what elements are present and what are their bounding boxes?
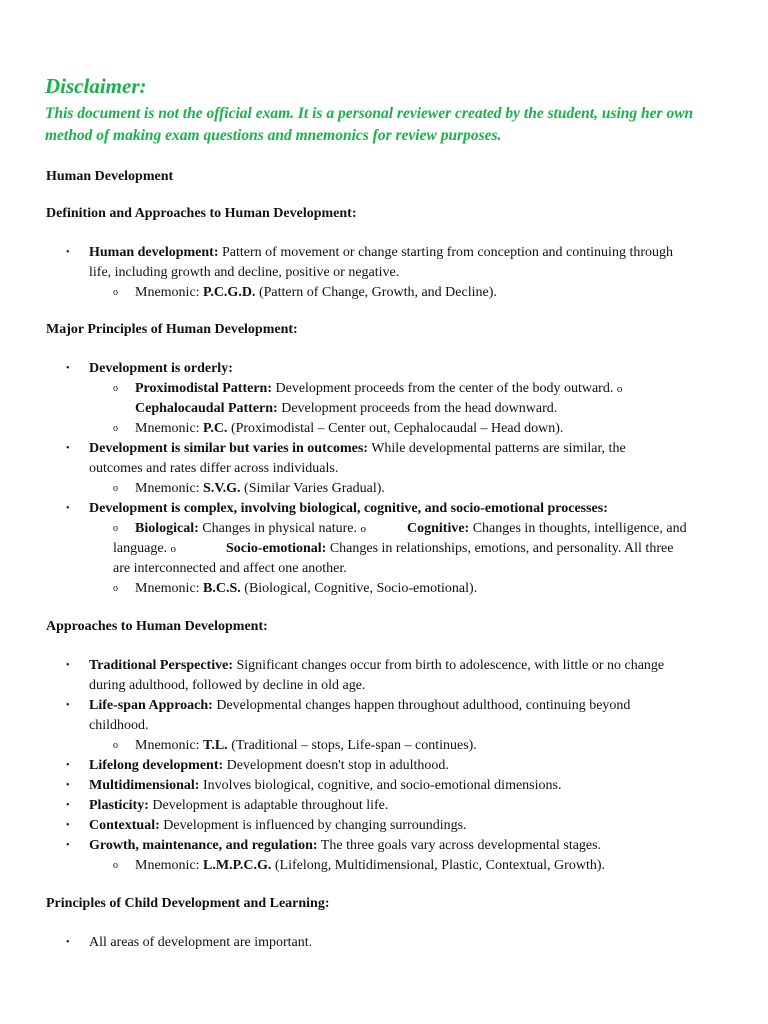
term-label: Cephalocaudal Pattern:	[135, 401, 278, 416]
list-item	[89, 439, 626, 459]
term-text: Changes in thoughts, intelligence, and	[472, 521, 687, 536]
mnemonic-code: P.C.	[203, 421, 228, 436]
disclaimer-text: This document is not the official exam. It is a personal reviewer created by the student, using her own method of making exam questions and mnemonics for review purposes.	[45, 105, 694, 144]
document-title: Human Development	[46, 169, 174, 184]
sub-bullet-icon: o	[113, 287, 118, 298]
term-label: Lifelong development:	[89, 758, 224, 773]
list-item-continued: childhood.	[89, 718, 149, 733]
term-text: Development is adaptable throughout life.	[152, 798, 389, 813]
term-text: Development is influenced by changing surroundings.	[163, 818, 467, 833]
list-item: Development is orderly:	[89, 361, 233, 376]
mnemonic-code: S.V.G.	[203, 481, 241, 496]
term-text: While developmental patterns are similar, the	[371, 441, 626, 456]
list-item	[89, 243, 673, 263]
mnemonic-label: Mnemonic:	[135, 285, 200, 300]
list-item	[89, 696, 630, 716]
list-item-continued: are interconnected and affect one another.	[113, 561, 347, 576]
mnemonic-text: (Lifelong, Multidimensional, Plastic, Contextual, Growth).	[274, 858, 605, 873]
term-text: Significant changes occur from birth to adolescence, with little or no change	[236, 658, 665, 673]
mnemonic-text: (Traditional – stops, Life-span – continues).	[231, 738, 477, 753]
list-item: Development is complex, involving biological, cognitive, and socio-emotional processes:	[89, 501, 608, 516]
bullet-icon: •	[66, 363, 70, 374]
list-item	[89, 836, 601, 856]
bullet-icon: •	[66, 660, 70, 671]
term-text: Changes in physical nature.	[202, 521, 358, 536]
mnemonic-code: B.C.S.	[203, 581, 241, 596]
sub-list-item	[407, 519, 687, 539]
section-heading-child-development: Principles of Child Development and Learning:	[46, 896, 330, 911]
list-item	[89, 756, 449, 776]
sub-list-item	[135, 519, 366, 539]
mnemonic-text: (Biological, Cognitive, Socio-emotional).	[244, 581, 478, 596]
sub-bullet-icon: o	[170, 543, 177, 555]
term-text: Development doesn't stop in adulthood.	[226, 758, 449, 773]
term-text: Development proceeds from the head downward.	[281, 401, 558, 416]
bullet-icon: •	[66, 503, 70, 514]
bullet-icon: •	[66, 760, 70, 771]
bullet-icon: •	[66, 247, 70, 258]
term-label: Contextual:	[89, 818, 160, 833]
term-label: Plasticity:	[89, 798, 149, 813]
sub-bullet-icon: o	[113, 740, 118, 751]
sub-bullet-icon: o	[113, 583, 118, 594]
mnemonic-item	[135, 283, 497, 303]
sub-list-item	[226, 539, 673, 559]
bullet-icon: •	[66, 840, 70, 851]
bullet-icon: •	[66, 800, 70, 811]
list-item	[89, 656, 664, 676]
section-heading-definition: Definition and Approaches to Human Development:	[46, 206, 357, 221]
list-item	[89, 816, 467, 836]
sub-bullet-icon: o	[113, 383, 118, 394]
term-label: Growth, maintenance, and regulation:	[89, 838, 318, 853]
sub-list-item	[135, 379, 622, 399]
mnemonic-item	[135, 856, 605, 876]
sub-bullet-icon: o	[616, 383, 623, 395]
sub-bullet-icon: o	[113, 483, 118, 494]
bullet-icon: •	[66, 820, 70, 831]
list-item: All areas of development are important.	[89, 935, 313, 950]
mnemonic-label: Mnemonic:	[135, 858, 200, 873]
list-item-continued: outcomes and rates differ across individuals.	[89, 461, 339, 476]
mnemonic-text: (Proximodistal – Center out, Cephalocaudal – Head down).	[230, 421, 564, 436]
term-label: Development is similar but varies in outcomes:	[89, 441, 368, 456]
term-text: Changes in relationships, emotions, and personality. All three	[329, 541, 674, 556]
list-item-continued: during adulthood, followed by decline in old age.	[89, 678, 366, 693]
term-label: Traditional Perspective:	[89, 658, 233, 673]
list-item	[89, 796, 388, 816]
term-text: The three goals vary across developmental stages.	[320, 838, 602, 853]
term-label: Multidimensional:	[89, 778, 200, 793]
mnemonic-text: (Similar Varies Gradual).	[244, 481, 385, 496]
term-text: Pattern of movement or change starting from conception and continuing through	[222, 245, 673, 260]
section-heading-approaches: Approaches to Human Development:	[46, 619, 268, 634]
mnemonic-label: Mnemonic:	[135, 738, 200, 753]
mnemonic-label: Mnemonic:	[135, 421, 200, 436]
sub-bullet-icon: o	[113, 523, 118, 534]
section-heading-major-principles: Major Principles of Human Development:	[46, 322, 298, 337]
mnemonic-item	[135, 419, 563, 439]
sub-list-item	[135, 399, 557, 419]
bullet-icon: •	[66, 443, 70, 454]
mnemonic-code: P.C.G.D.	[203, 285, 256, 300]
term-label: Proximodistal Pattern:	[135, 381, 272, 396]
mnemonic-text: (Pattern of Change, Growth, and Decline).	[258, 285, 497, 300]
sub-bullet-icon: o	[360, 523, 367, 535]
term-label: Biological:	[135, 521, 199, 536]
mnemonic-code: T.L.	[203, 738, 228, 753]
list-item-continued	[113, 539, 176, 559]
term-label: Human development:	[89, 245, 219, 260]
bullet-icon: •	[66, 937, 70, 948]
sub-bullet-icon: o	[113, 860, 118, 871]
mnemonic-label: Mnemonic:	[135, 581, 200, 596]
sub-bullet-icon: o	[113, 423, 118, 434]
term-text: Involves biological, cognitive, and socio-emotional dimensions.	[202, 778, 562, 793]
list-item	[89, 776, 561, 796]
disclaimer-title: Disclaimer:	[45, 74, 147, 98]
mnemonic-item	[135, 736, 477, 756]
mnemonic-item	[135, 479, 385, 499]
term-label: Cognitive:	[407, 521, 470, 536]
term-label: Socio-emotional:	[226, 541, 327, 556]
term-label: Life-span Approach:	[89, 698, 213, 713]
list-item-continued: life, including growth and decline, positive or negative.	[89, 265, 400, 280]
bullet-icon: •	[66, 700, 70, 711]
term-text: language.	[113, 541, 168, 556]
mnemonic-label: Mnemonic:	[135, 481, 200, 496]
mnemonic-item	[135, 579, 477, 599]
term-text: Developmental changes happen throughout adulthood, continuing beyond	[216, 698, 631, 713]
term-text: Development proceeds from the center of the body outward.	[275, 381, 614, 396]
bullet-icon: •	[66, 780, 70, 791]
mnemonic-code: L.M.P.C.G.	[203, 858, 272, 873]
